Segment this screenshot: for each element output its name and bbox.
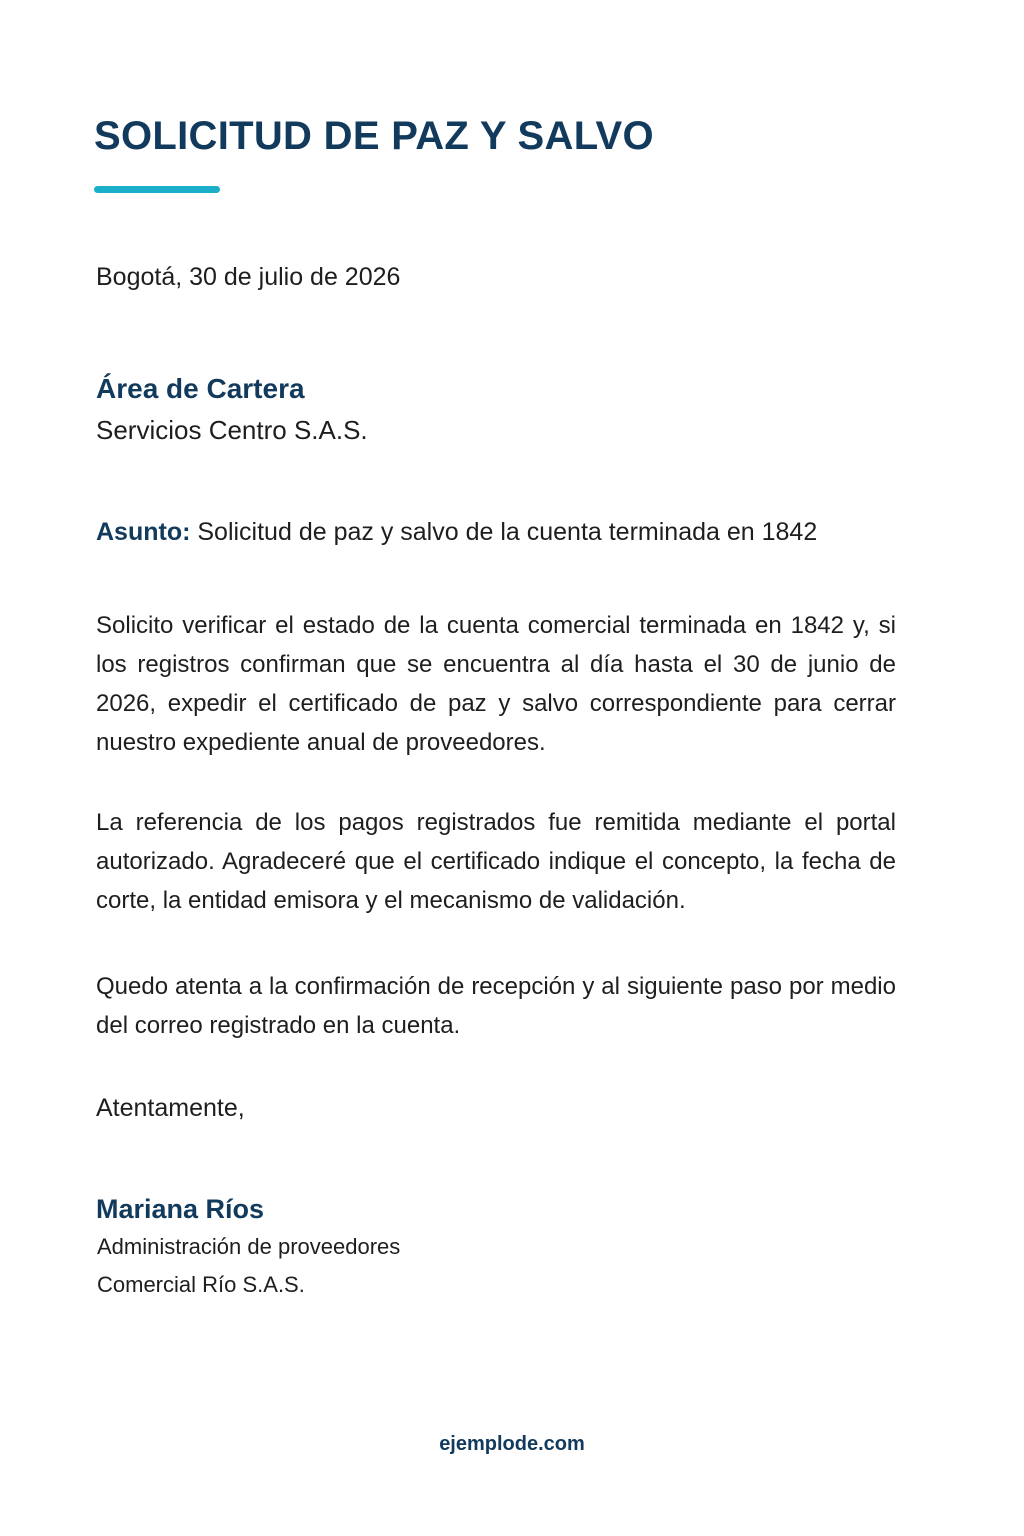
footer-site-link[interactable]: ejemplode.com xyxy=(439,1433,585,1455)
subject-label: Asunto: xyxy=(96,518,191,546)
signature-name: Mariana Ríos xyxy=(96,1194,265,1224)
closing-salutation: Atentamente, xyxy=(96,1094,245,1122)
signature-company: Comercial Río S.A.S. xyxy=(97,1272,305,1297)
date-line: Bogotá, 30 de julio de 2026 xyxy=(96,263,401,291)
subject-line xyxy=(96,515,817,549)
body-paragraph-2: La referencia de los pagos registrados fue remitida mediante el portal autorizado. Agradeceré que el certificado indique el concepto, la fecha de corte, la entidad emisora y el mecanismo de validación. xyxy=(96,809,896,914)
body-paragraph-1: Solicito verificar el estado de la cuenta comercial terminada en 1842 y, si los registros confirman que se encuentra al día hasta el 30 de junio de 2026, expedir el certificado de paz y salvo correspondiente para cerrar nuestro expediente anual de proveedores. xyxy=(96,612,896,756)
signature-role: Administración de proveedores xyxy=(97,1234,401,1259)
recipient-department: Área de Cartera xyxy=(96,373,305,404)
subject-text: Solicitud de paz y salvo de la cuenta terminada en 1842 xyxy=(197,518,818,546)
recipient-company: Servicios Centro S.A.S. xyxy=(96,415,368,445)
page-title: SOLICITUD DE PAZ Y SALVO xyxy=(94,114,654,158)
title-accent-bar xyxy=(94,186,220,193)
body-paragraph-3: Quedo atenta a la confirmación de recepción y al siguiente paso por medio del correo registrado en la cuenta. xyxy=(96,973,896,1039)
